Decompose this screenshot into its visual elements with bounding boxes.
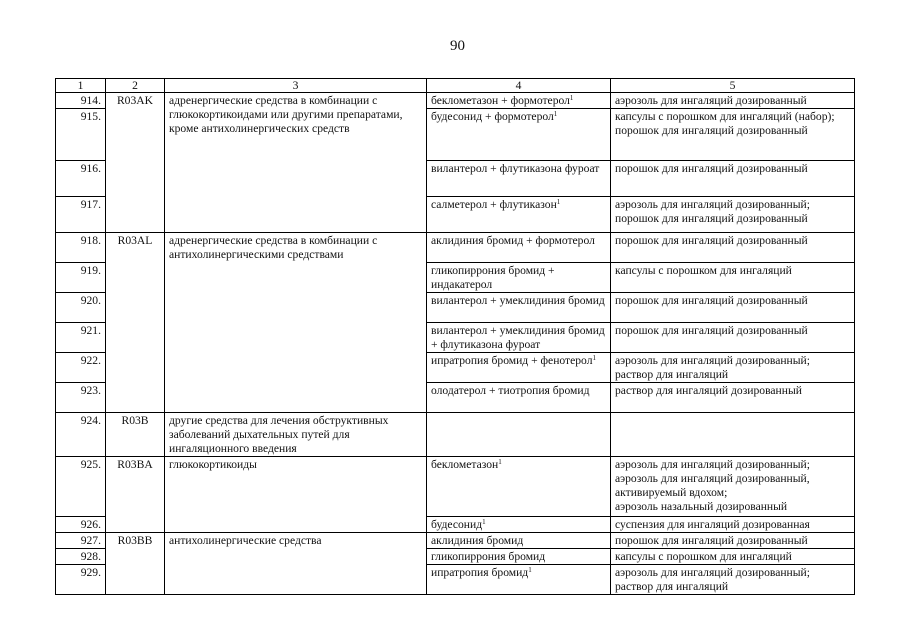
column-header: 3: [165, 79, 427, 93]
drug-name: гликопиррония бромид + индакатерол: [431, 264, 555, 291]
table-row: [56, 457, 855, 517]
drug-name-cell: [427, 353, 611, 383]
drug-name-cell: [427, 413, 611, 457]
table-row: [56, 413, 855, 457]
drug-name-cell: [427, 109, 611, 161]
dosage-form: [611, 413, 855, 457]
drug-name-cell: [427, 161, 611, 197]
drug-name-cell: [427, 549, 611, 565]
row-number: 924.: [56, 413, 106, 457]
row-number: 926.: [56, 517, 106, 533]
drug-name: гликопиррония бромид: [431, 550, 546, 563]
row-number: 927.: [56, 533, 106, 549]
dosage-form: аэрозоль для ингаляций дозированный; раствор для ингаляций: [611, 565, 855, 595]
drug-name-cell: [427, 93, 611, 109]
atc-code: R03AK: [106, 93, 165, 233]
drug-name: беклометазон + формотерол: [431, 94, 570, 107]
row-number: 929.: [56, 565, 106, 595]
row-number: 914.: [56, 93, 106, 109]
drug-name: вилантерол + флутиказона фуроат: [431, 162, 600, 175]
drug-name-cell: [427, 263, 611, 293]
page-number: 90: [450, 38, 465, 54]
column-header: 5: [611, 79, 855, 93]
row-number: 921.: [56, 323, 106, 353]
drug-name-cell: [427, 517, 611, 533]
footnote-mark: 1: [592, 354, 596, 362]
dosage-form: раствор для ингаляций дозированный: [611, 383, 855, 413]
drug-name: олодатерол + тиотропия бромид: [431, 384, 590, 397]
dosage-form: капсулы с порошком для ингаляций (набор); порошок для ингаляций дозированный: [611, 109, 855, 161]
pharmacological-group: адренергические средства в комбинации с антихолинергическими средствами: [165, 233, 427, 413]
dosage-form: порошок для ингаляций дозированный: [611, 161, 855, 197]
drug-name-cell: [427, 457, 611, 517]
dosage-form: капсулы с порошком для ингаляций: [611, 263, 855, 293]
drug-name-cell: [427, 293, 611, 323]
pharmacological-group: антихолинергические средства: [165, 533, 427, 595]
row-number: 928.: [56, 549, 106, 565]
table-row: [56, 93, 855, 109]
drug-name-cell: [427, 565, 611, 595]
drug-name: вилантерол + умеклидиния бромид + флутиказона фуроат: [431, 324, 605, 351]
table-row: [56, 533, 855, 549]
column-header: 4: [427, 79, 611, 93]
row-number: 920.: [56, 293, 106, 323]
drug-name-cell: [427, 197, 611, 233]
atc-code: R03BA: [106, 457, 165, 533]
row-number: 922.: [56, 353, 106, 383]
column-header: 1: [56, 79, 106, 93]
header-row: [56, 79, 855, 93]
dosage-form: аэрозоль для ингаляций дозированный; аэрозоль для ингаляций дозированный, активируемый вдохом; аэрозоль назальный дозированный: [611, 457, 855, 517]
dosage-form: порошок для ингаляций дозированный: [611, 233, 855, 263]
pharmacological-group: глюкокортикоиды: [165, 457, 427, 533]
dosage-form: порошок для ингаляций дозированный: [611, 323, 855, 353]
pharmacological-group: адренергические средства в комбинации с глюкокортикоидами или другими препаратами, кроме антихолинергических средств: [165, 93, 427, 233]
atc-code: R03B: [106, 413, 165, 457]
column-header: 2: [106, 79, 165, 93]
drug-name: ипратропия бромид: [431, 566, 529, 579]
drug-name-cell: [427, 323, 611, 353]
drug-name: ипратропия бромид + фенотерол: [431, 354, 593, 367]
row-number: 916.: [56, 161, 106, 197]
row-number: 923.: [56, 383, 106, 413]
dosage-form: аэрозоль для ингаляций дозированный; порошок для ингаляций дозированный: [611, 197, 855, 233]
drug-name-cell: [427, 533, 611, 549]
drug-name: будесонид + формотерол: [431, 110, 554, 123]
footnote-mark: 1: [569, 94, 574, 102]
atc-code: R03AL: [106, 233, 165, 413]
drug-name: беклометазон: [431, 458, 499, 471]
atc-code: R03BB: [106, 533, 165, 595]
row-number: 915.: [56, 109, 106, 161]
row-number: 925.: [56, 457, 106, 517]
drug-name-cell: [427, 383, 611, 413]
footnote-mark: 1: [556, 198, 561, 206]
dosage-form: аэрозоль для ингаляций дозированный: [611, 93, 855, 109]
row-number: 918.: [56, 233, 106, 263]
dosage-form: аэрозоль для ингаляций дозированный; раствор для ингаляций: [611, 353, 855, 383]
dosage-form: порошок для ингаляций дозированный: [611, 533, 855, 549]
dosage-form: порошок для ингаляций дозированный: [611, 293, 855, 323]
dosage-form: суспензия для ингаляций дозированная: [611, 517, 855, 533]
row-number: 919.: [56, 263, 106, 293]
footnote-mark: 1: [553, 110, 558, 118]
table-row: [56, 233, 855, 263]
drug-name: аклидиния бромид: [431, 534, 524, 547]
drug-name: аклидиния бромид + формотерол: [431, 234, 595, 247]
pharmacological-group: другие средства для лечения обструктивных заболеваний дыхательных путей для ингаляционного введения: [165, 413, 427, 457]
footnote-mark: 1: [498, 458, 502, 466]
drug-name-cell: [427, 233, 611, 263]
footnote-mark: 1: [528, 566, 532, 574]
footnote-mark: 1: [482, 518, 486, 526]
drug-name: будесонид: [431, 518, 483, 531]
drug-name: вилантерол + умеклидиния бромид: [431, 294, 605, 307]
dosage-form: капсулы с порошком для ингаляций: [611, 549, 855, 565]
drug-table: [55, 78, 855, 595]
row-number: 917.: [56, 197, 106, 233]
drug-name: салметерол + флутиказон: [431, 198, 557, 211]
